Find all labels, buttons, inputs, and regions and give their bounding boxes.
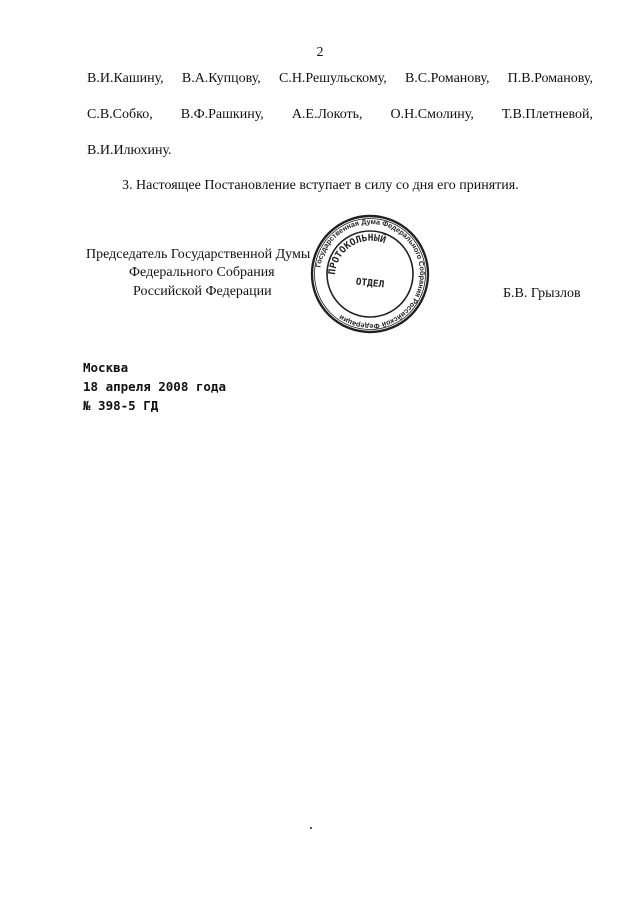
signature-title-line-3: Российской Федерации [133,284,272,299]
footer-date: 18 апреля 2008 года [83,379,226,394]
recipient-name: В.Ф.Рашкину, [180,107,264,122]
recipient-name: О.Н.Смолину, [390,107,474,122]
recipient-name: В.И.Кашину, [87,71,164,86]
recipient-name: С.Н.Решульскому, [278,71,387,86]
official-stamp [309,213,431,335]
stamp-inner-top-text: ПРОТОКОЛЬНЫЙ [326,232,388,276]
footer-city: Москва [83,360,129,375]
recipient-name: А.Е.Локоть, [291,107,363,122]
recipients-line-1 [87,71,593,87]
stamp-inner-bottom-text: ОТДЕЛ [355,276,385,291]
signer-name: Б.В. Грызлов [503,286,581,301]
stamp-outer-text: Государственная Дума Федерального Собрания Российской Федерации [313,216,428,332]
page-number: 2 [316,45,324,60]
footer-number: № 398-5 ГД [83,398,159,413]
recipient-name: С.В.Собко, [87,107,153,122]
scan-speck [310,827,312,829]
recipient-name: П.В.Романову, [507,71,593,86]
recipient-name: В.С.Романову, [404,71,490,86]
paragraph-3: 3. Настоящее Постановление вступает в силу со дня его принятия. [122,178,519,193]
signature-title-line-1: Председатель Государственной Думы [86,247,311,262]
recipient-name: В.А.Купцову, [181,71,261,86]
recipient-name: Т.В.Плетневой, [501,107,593,122]
recipients-line-3: В.И.Илюхину. [87,143,172,158]
stamp-inner-ring [327,231,413,317]
recipients-line-2 [87,107,593,123]
signature-title-line-2: Федерального Собрания [129,265,275,280]
